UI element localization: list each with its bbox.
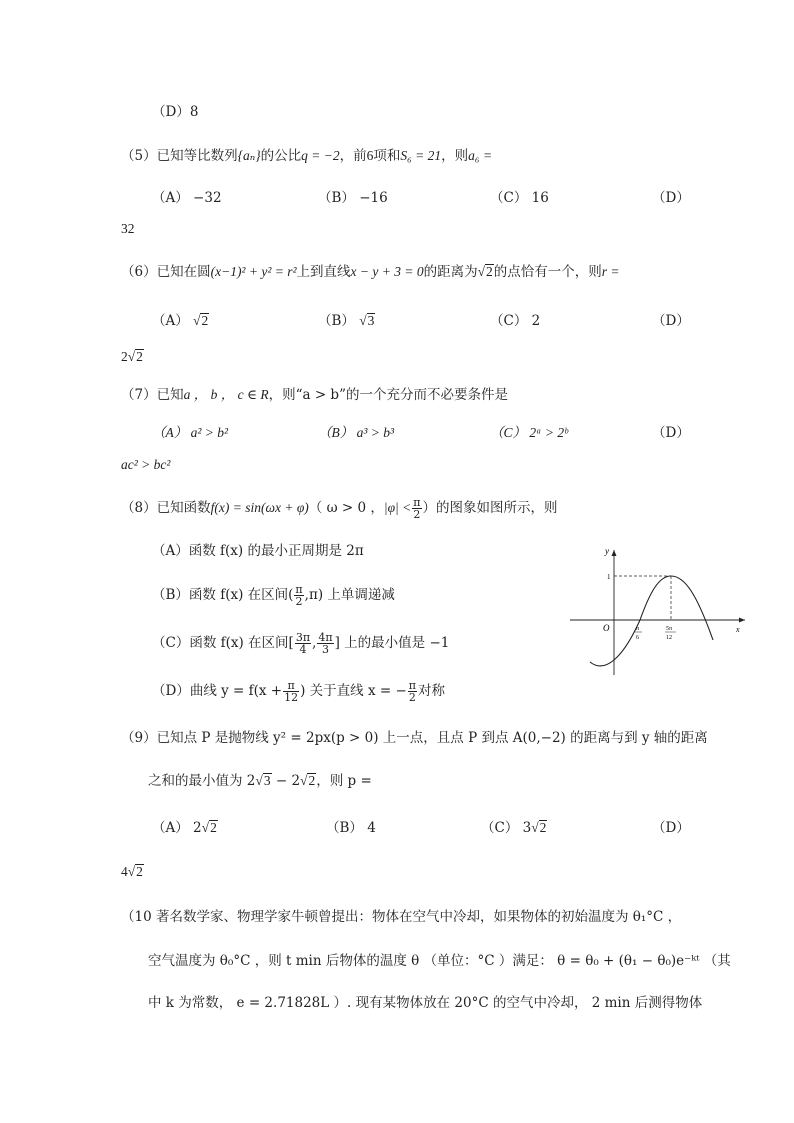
q8-option-c: （C）函数 f(x) 在区间[ $\frac{3\pi}{4}$ , $\frac{4\pi}{3}$ ] 上的最小值是 −1 [152,631,450,656]
x-axis-arrow [739,618,745,623]
question-10-line3: 中 k 为常数， e = 2.71828L ）. 现有某物体放在 20°C 的空气中冷却， 2 min 后测得物体 [148,995,703,1011]
q7-option-a: （A） a² > b² [152,425,229,440]
q7-option-d: （D） [652,425,690,441]
graph-tick2-denominator: 12 [666,635,672,641]
q5-option-c: （C） 16 [490,190,549,206]
graph-x-label: x [736,625,740,634]
graph-tick2-numerator: 5π [666,626,673,632]
graph-tick1-denominator: 6 [636,635,639,641]
q8-option-d: （D）曲线 y = f(x + $\frac{\pi}{12}$ ) 关于直线 x = − $\frac{\pi}{2}$ 对称 [152,679,446,704]
q9-option-b: （B） 4 [326,820,376,836]
q6-option-d-value: 2√2 [121,349,143,364]
question-7: （7）已知a ， b ， c ∈ R，则“a > b”的一个充分而不必要条件是 [121,387,508,403]
sine-curve [590,576,713,666]
sine-graph-figure [565,540,755,680]
q6-option-b: （B） √3 [318,313,375,329]
q5-option-d-value: 32 [121,221,135,236]
q7-option-b: （B） a³ > b³ [318,425,395,440]
q6-option-d: （D） [652,313,690,329]
q7-option-d-value: ac² > bc² [121,457,171,472]
q5-option-d: （D） [652,190,690,206]
q5-option-a: （A） −32 [152,190,222,206]
question-6: （6）已知在圆(x−1)² + y² = r²上到直线x − y + 3 = 0的距离为√2的点恰有一个，则r = [121,264,620,280]
graph-max-label: 1 [607,573,611,581]
q4-option-d: （D）8 [152,104,199,120]
y-axis-arrow [612,550,617,556]
graph-origin-label: O [603,623,610,633]
question-8: （8）已知函数f(x) = sin(ωx + φ)（ ω > 0 ，|φ| < $\frac{\pi}{2}$ ）的图象如图所示，则 [121,496,558,521]
graph-y-label: y [605,546,609,556]
question-9-line2: 之和的最小值为 2√3 − 2√2，则 p = [148,773,372,789]
q8-option-b: （B）函数 f(x) 在区间( $\frac{\pi}{2}$ ,π) 上单调递减 [152,583,395,608]
q9-option-d-value: 4√2 [121,864,143,879]
q9-option-a: （A） 2√2 [152,820,217,836]
question-10-line1: （10 著名数学家、物理学家牛顿曾提出：物体在空气中冷却，如果物体的初始温度为 θ₁°C ， [121,909,682,925]
q9-option-d: （D） [652,820,690,836]
q6-option-a: （A） √2 [152,313,209,329]
q8-option-a: （A）函数 f(x) 的最小正周期是 2π [152,543,364,559]
question-9-line1: （9）已知点 P 是抛物线 y² = 2px(p > 0) 上一点，且点 P 到点 A(0,−2) 的距离与到 y 轴的距离 [121,730,708,746]
q7-option-c: （C） 2ᵃ > 2ᵇ [490,425,568,440]
question-10-line2: 空气温度为 θ₀°C ，则 t min 后物体的温度 θ （单位：°C ）满足： θ = θ₀ + (θ₁ − θ₀)e⁻ᵏᵗ （其 [148,953,731,969]
q9-option-c: （C） 3√2 [481,820,547,836]
q6-option-c: （C） 2 [490,313,541,329]
question-5: （5）已知等比数列{aₙ}的公比q = −2，前6项和S₆ = 21，则a₆ = [121,148,493,164]
graph-tick1-numerator: π [636,626,640,632]
q5-option-b: （B） −16 [318,190,388,206]
